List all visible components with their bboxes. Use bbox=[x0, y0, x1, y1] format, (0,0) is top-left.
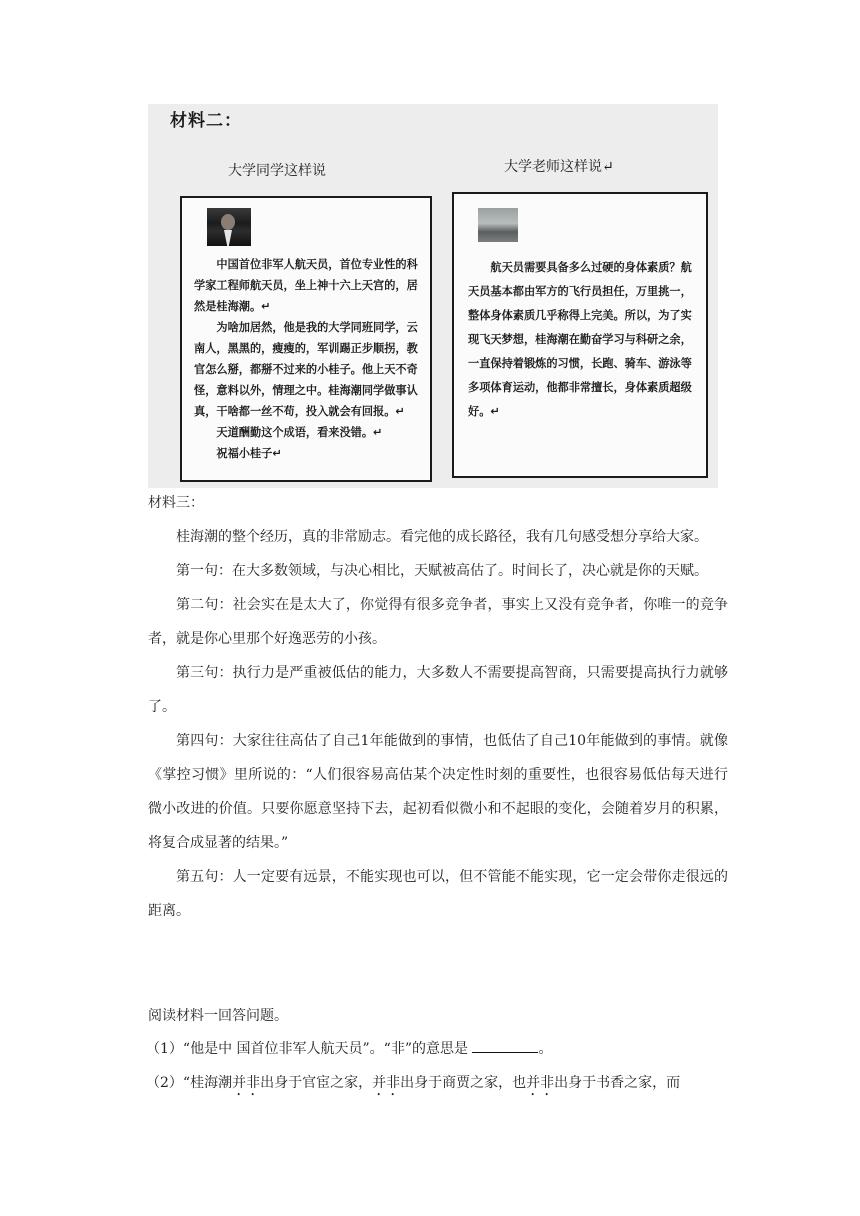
paragraph: 第三句：执行力是严重被低估的能力，大多数人不需要提高智商，只需要提高执行力就够了。 bbox=[148, 665, 728, 715]
post-paragraph: 天道酬勤这个成语，看来没错。↵ bbox=[216, 426, 383, 439]
emphasized-word: 并非 bbox=[372, 1075, 401, 1091]
paragraph: 第四句：大家往往高估了自己1年能做到的事情，也低估了自己10年能做到的事情。就像《掌控习惯》里所说的：“人们很容易高估某个决定性时刻的重要性，也很容易低估每天进行微小改进的价值。只要你愿意坚持下去，起初看似微小和不起眼的变化，会随着岁月的积累，将复合成显著的结果。” bbox=[148, 733, 728, 851]
question-prompt: 阅读材料一回答问题。 bbox=[148, 1008, 288, 1024]
scanned-image-material-two bbox=[148, 104, 718, 488]
material-two-heading: 材料二： bbox=[170, 111, 242, 131]
material-three-body bbox=[148, 520, 728, 928]
material-three-heading: 材料三： bbox=[148, 495, 204, 511]
teacher-post-text bbox=[468, 256, 694, 424]
question-2-text: 出身于官宦之家， bbox=[260, 1075, 373, 1091]
question-2-text: 出身于商贾之家，也 bbox=[400, 1075, 527, 1091]
question-1-end: 。 bbox=[538, 1041, 553, 1057]
emphasized-word: 并非 bbox=[526, 1075, 555, 1091]
photo-thumbnail bbox=[478, 208, 518, 242]
post-paragraph: 为啥加居然，他是我的大学同班同学，云南人，黑黑的，瘦瘦的，军训踢正步顺拐，教官怎么掰，都掰不过来的小桂子。他上天不奇怪，意料以外，情理之中。桂海潮同学做事认真，干啥都一丝不苟，投入就会有回报。↵ bbox=[194, 321, 418, 418]
paragraph: 第五句：人一定要有远景，不能实现也可以，但不管能不能实现，它一定会带你走很远的距离。 bbox=[148, 869, 728, 919]
emphasized-word: 并非 bbox=[232, 1075, 261, 1091]
question-2-text: （2）“桂海潮 bbox=[146, 1075, 233, 1091]
post-paragraph: 祝福小桂子↵ bbox=[216, 447, 282, 460]
question-1-text: （1）“他是中 国首位非军人航天员”。“非”的意思是 bbox=[146, 1041, 473, 1057]
paragraph: 第二句：社会实在是太大了，你觉得有很多竞争者，事实上又没有竞争者，你唯一的竞争者，就是你心里那个好逸恶劳的小孩。 bbox=[148, 597, 728, 647]
classmate-post-text bbox=[194, 254, 422, 464]
question-2 bbox=[146, 1072, 680, 1099]
question-1 bbox=[146, 1038, 552, 1058]
teacher-post-card bbox=[452, 192, 708, 478]
question-2-text: 出身于书香之家，而 bbox=[554, 1075, 681, 1091]
classmate-post-card bbox=[180, 196, 432, 482]
post-paragraph: 中国首位非军人航天员，首位专业性的科学家工程师航天员，坐上神十六上天宫的，居然是桂海潮。↵ bbox=[194, 258, 418, 313]
classmate-column-title: 大学同学这样说 bbox=[228, 163, 326, 179]
paragraph: 第一句：在大多数领域，与决心相比，天赋被高估了。时间长了，决心就是你的天赋。 bbox=[176, 563, 708, 579]
avatar bbox=[207, 208, 251, 246]
answer-blank[interactable] bbox=[472, 1040, 538, 1053]
teacher-column-title: 大学老师这样说↵ bbox=[504, 159, 614, 175]
paragraph: 桂海潮的整个经历，真的非常励志。看完他的成长路径，我有几句感受想分享给大家。 bbox=[176, 529, 708, 545]
post-paragraph: 航天员需要具备多么过硬的身体素质？航天员基本都由军方的飞行员担任，万里挑一，整体身体素质几乎称得上完美。所以，为了实现飞天梦想，桂海潮在勤奋学习与科研之余，一直保持着锻炼的习惯，长跑、骑车、游泳等多项体育运动，他都非常擅长，身体素质超级好。↵ bbox=[468, 261, 692, 418]
